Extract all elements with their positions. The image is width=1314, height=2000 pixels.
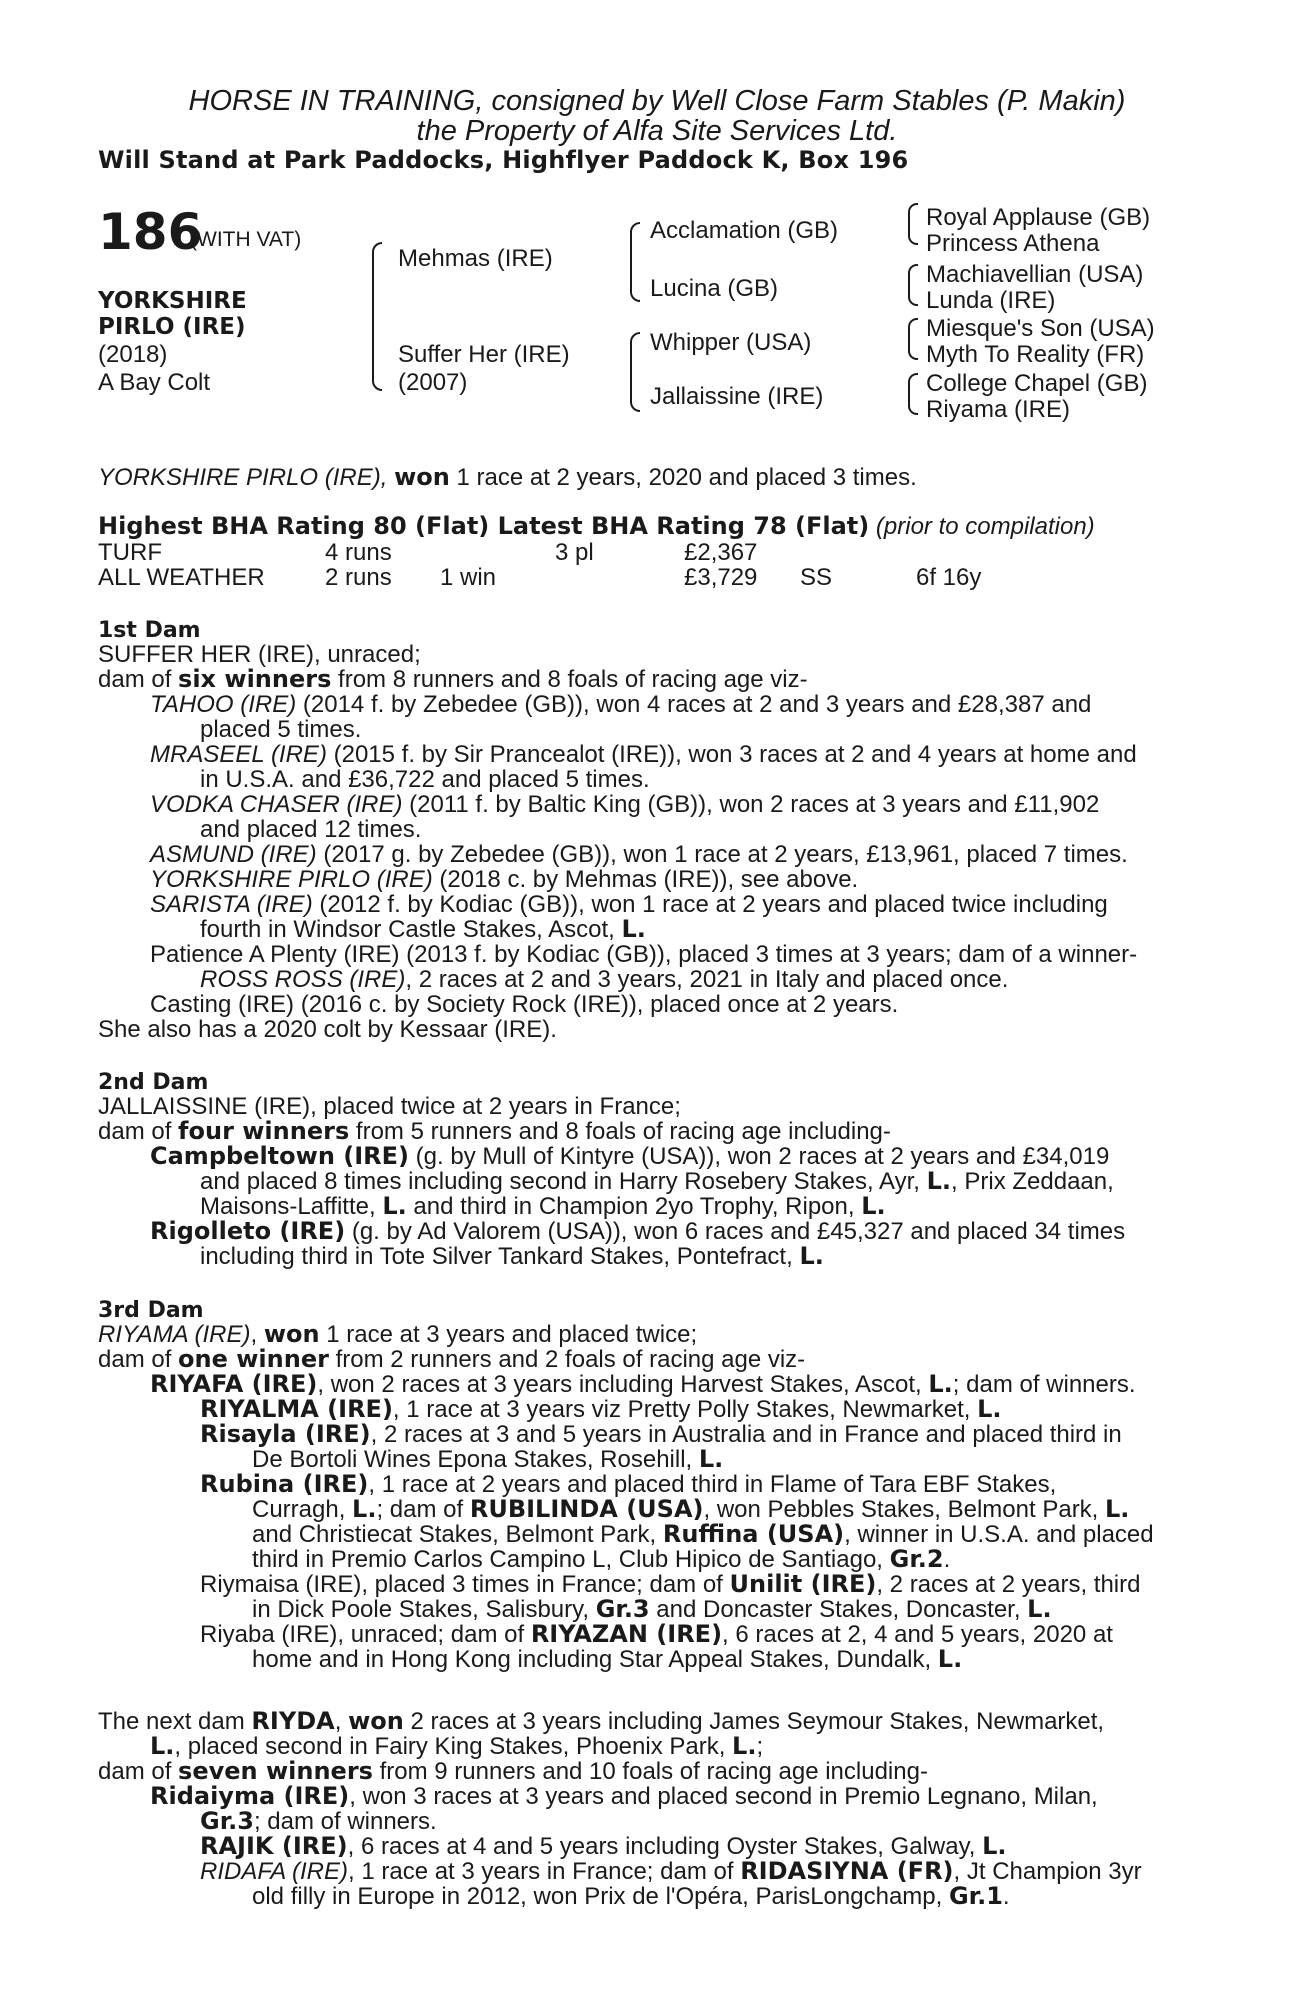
progeny-sarista: SARISTA (IRE) (2012 f. by Kodiac (GB)), won 1 race at 2 years and placed twice including: [150, 891, 1108, 918]
pedigree-dsd: Myth To Reality (FR): [926, 341, 1145, 368]
pedigree-brace-dam: [630, 332, 640, 412]
consignor-line: HORSE IN TRAINING, consigned by Well Close Farm Stables (P. Makin): [188, 85, 1126, 117]
grand-progeny-riymaisa-cont: in Dick Poole Stakes, Salisbury, Gr.3 and Doncaster Stakes, Doncaster, L.: [252, 1595, 1052, 1623]
next-dam-line-cont: L., placed second in Fairy King Stakes, Phoenix Park, L.;: [150, 1732, 764, 1760]
pedigree-dds: College Chapel (GB): [926, 370, 1148, 397]
foaling-year: (2018): [98, 341, 168, 368]
progeny-yorkshire-pirlo: YORKSHIRE PIRLO (IRE) (2018 c. by Mehmas (IRE)), see above.: [150, 866, 859, 893]
pedigree-sdd: Lunda (IRE): [926, 287, 1056, 314]
grand-progeny-ridafa-cont: old filly in Europe in 2012, won Prix de l'Opéra, ParisLongchamp, Gr.1.: [252, 1882, 1010, 1910]
pedigree-brace-3: [908, 318, 918, 360]
pedigree-dam-year: (2007): [398, 369, 468, 396]
progeny-mraseel-cont: in U.S.A. and £36,722 and placed 5 times.: [200, 766, 650, 793]
pedigree-dam-dam: Jallaissine (IRE): [650, 383, 824, 410]
first-dam-heading: 1st Dam: [98, 618, 201, 643]
grand-progeny-risayla: Risayla (IRE), 2 races at 3 and 5 years in Australia and in France and placed third in: [200, 1420, 1122, 1448]
grand-progeny-riyaba: Riyaba (IRE), unraced; dam of RIYAZAN (IRE), 6 races at 2, 4 and 5 years, 2020 at: [200, 1620, 1113, 1648]
progeny-casting: Casting (IRE) (2016 c. by Society Rock (IRE)), placed once at 2 years.: [150, 991, 899, 1018]
pedigree-sire: Mehmas (IRE): [398, 245, 553, 272]
rating-line: Highest BHA Rating 80 (Flat) Latest BHA Rating 78 (Flat) (prior to compilation): [98, 512, 1095, 540]
pedigree-ddd: Riyama (IRE): [926, 396, 1071, 423]
second-dam-heading: 2nd Dam: [98, 1070, 209, 1095]
third-dam-line: RIYAMA (IRE), won 1 race at 3 years and placed twice;: [98, 1320, 698, 1348]
grand-progeny-rubina-cont2: and Christiecat Stakes, Belmont Park, Ruffina (USA), winner in U.S.A. and placed: [252, 1520, 1154, 1548]
progeny-rigolleto: Rigolleto (IRE) (g. by Ad Valorem (USA)), won 6 races and £45,327 and placed 34 times: [150, 1217, 1126, 1245]
progeny-ridaiyma-cont: Gr.3; dam of winners.: [200, 1807, 437, 1835]
progeny-tahoo-cont: placed 5 times.: [200, 716, 362, 743]
progeny-vodka-chaser-cont: and placed 12 times.: [200, 816, 422, 843]
pedigree-brace-2: [908, 264, 918, 306]
third-dam-produce: dam of one winner from 2 runners and 2 foals of racing age viz-: [98, 1345, 806, 1373]
grand-progeny-rubina-cont1: Curragh, L.; dam of RUBILINDA (USA), won Pebbles Stakes, Belmont Park, L.: [252, 1495, 1130, 1523]
grand-progeny-rajik: RAJIK (IRE), 6 races at 4 and 5 years including Oyster Stakes, Galway, L.: [200, 1832, 1007, 1860]
first-dam-line: SUFFER HER (IRE), unraced;: [98, 641, 421, 668]
progeny-sarista-cont: fourth in Windsor Castle Stakes, Ascot, L.: [200, 915, 646, 943]
pedigree-brace-main: [372, 242, 382, 391]
progeny-mraseel: MRASEEL (IRE) (2015 f. by Sir Prancealot (IRE)), won 3 races at 2 and 4 years at home and: [150, 741, 1137, 768]
next-dam-line: The next dam RIYDA, won 2 races at 3 years including James Seymour Stakes, Newmarket,: [98, 1707, 1105, 1735]
grand-progeny-rubina: Rubina (IRE), 1 race at 2 years and placed third in Flame of Tara EBF Stakes,: [200, 1470, 1057, 1498]
pedigree-sire-dam: Lucina (GB): [650, 275, 779, 302]
grand-progeny-ross-ross: ROSS ROSS (IRE), 2 races at 2 and 3 years, 2021 in Italy and placed once.: [200, 966, 1009, 993]
progeny-rigolleto-cont: including third in Tote Silver Tankard Stakes, Pontefract, L.: [200, 1242, 824, 1270]
progeny-vodka-chaser: VODKA CHASER (IRE) (2011 f. by Baltic King (GB)), won 2 races at 3 years and £11,902: [150, 791, 1100, 818]
pedigree-dam-sire: Whipper (USA): [650, 329, 812, 356]
progeny-campbeltown: Campbeltown (IRE) (g. by Mull of Kintyre (USA)), won 2 races at 2 years and £34,019: [150, 1142, 1110, 1170]
aw-earnings: £3,729: [684, 564, 758, 591]
pedigree-dam: Suffer Her (IRE): [398, 341, 570, 368]
progeny-ridaiyma: Ridaiyma (IRE), won 3 races at 3 years and placed second in Premio Legnano, Milan,: [150, 1782, 1098, 1810]
pedigree-sss: Royal Applause (GB): [926, 204, 1151, 231]
progeny-campbeltown-cont2: Maisons-Laffitte, L. and third in Champion 2yo Trophy, Ripon, L.: [200, 1192, 886, 1220]
pedigree-sds: Machiavellian (USA): [926, 261, 1144, 288]
third-dam-heading: 3rd Dam: [98, 1298, 204, 1323]
first-dam-produce: dam of six winners from 8 runners and 8 foals of racing age viz-: [98, 665, 808, 693]
grand-progeny-ridafa: RIDAFA (IRE), 1 race at 3 years in France; dam of RIDASIYNA (FR), Jt Champion 3yr: [200, 1857, 1142, 1885]
second-dam-line: JALLAISSINE (IRE), placed twice at 2 years in France;: [98, 1093, 681, 1120]
aw-distance: 6f 16y: [916, 564, 982, 591]
progeny-campbeltown-cont1: and placed 8 times including second in Harry Rosebery Stakes, Ayr, L., Prix Zeddaan,: [200, 1167, 1114, 1195]
first-dam-note: She also has a 2020 colt by Kessaar (IRE).: [98, 1016, 557, 1043]
race-summary: YORKSHIRE PIRLO (IRE), won 1 race at 2 years, 2020 and placed 3 times.: [98, 463, 917, 491]
turf-placed: 3 pl: [555, 539, 594, 566]
vat-note: (WITH VAT): [190, 228, 302, 251]
aw-label: ALL WEATHER: [98, 564, 265, 591]
property-line: the Property of Alfa Site Services Ltd.: [416, 115, 898, 147]
lot-number: 186: [98, 203, 203, 261]
grand-progeny-riyalma: RIYALMA (IRE), 1 race at 3 years viz Pretty Polly Stakes, Newmarket, L.: [200, 1395, 1002, 1423]
progeny-patience-a-plenty: Patience A Plenty (IRE) (2013 f. by Kodiac (GB)), placed 3 times at 3 years; dam of a winner-: [150, 941, 1138, 968]
aw-wins: 1 win: [440, 564, 497, 591]
turf-runs: 4 runs: [325, 539, 392, 566]
progeny-tahoo: TAHOO (IRE) (2014 f. by Zebedee (GB)), won 4 races at 2 and 3 years and £28,387 and: [150, 691, 1092, 718]
pedigree-brace-sire: [630, 222, 640, 302]
pedigree-sire-sire: Acclamation (GB): [650, 217, 839, 244]
grand-progeny-risayla-cont: De Bortoli Wines Epona Stakes, Rosehill, L.: [252, 1445, 724, 1473]
progeny-riyafa: RIYAFA (IRE), won 2 races at 3 years including Harvest Stakes, Ascot, L.; dam of winners.: [150, 1370, 1136, 1398]
location-line: Will Stand at Park Paddocks, Highflyer Paddock K, Box 196: [98, 146, 909, 174]
pedigree-brace-4: [908, 373, 918, 415]
horse-name-line2: PIRLO (IRE): [98, 314, 246, 340]
aw-going: SS: [800, 564, 833, 591]
pedigree-ssd: Princess Athena: [926, 230, 1100, 257]
pedigree-dss: Miesque's Son (USA): [926, 315, 1155, 342]
grand-progeny-rubina-cont3: third in Premio Carlos Campino L, Club Hipico de Santiago, Gr.2.: [252, 1545, 951, 1573]
grand-progeny-riyaba-cont: home and in Hong Kong including Star Appeal Stakes, Dundalk, L.: [252, 1645, 963, 1673]
horse-name-line1: YORKSHIRE: [98, 288, 247, 314]
turf-label: TURF: [98, 539, 162, 566]
next-dam-produce: dam of seven winners from 9 runners and 10 foals of racing age including-: [98, 1757, 928, 1785]
horse-description: A Bay Colt: [98, 369, 211, 396]
grand-progeny-riymaisa: Riymaisa (IRE), placed 3 times in France; dam of Unilit (IRE), 2 races at 2 years, third: [200, 1570, 1141, 1598]
turf-earnings: £2,367: [684, 539, 758, 566]
pedigree-brace-1: [908, 203, 918, 245]
second-dam-produce: dam of four winners from 5 runners and 8 foals of racing age including-: [98, 1117, 891, 1145]
aw-runs: 2 runs: [325, 564, 392, 591]
progeny-asmund: ASMUND (IRE) (2017 g. by Zebedee (GB)), won 1 race at 2 years, £13,961, placed 7 times.: [150, 841, 1128, 868]
